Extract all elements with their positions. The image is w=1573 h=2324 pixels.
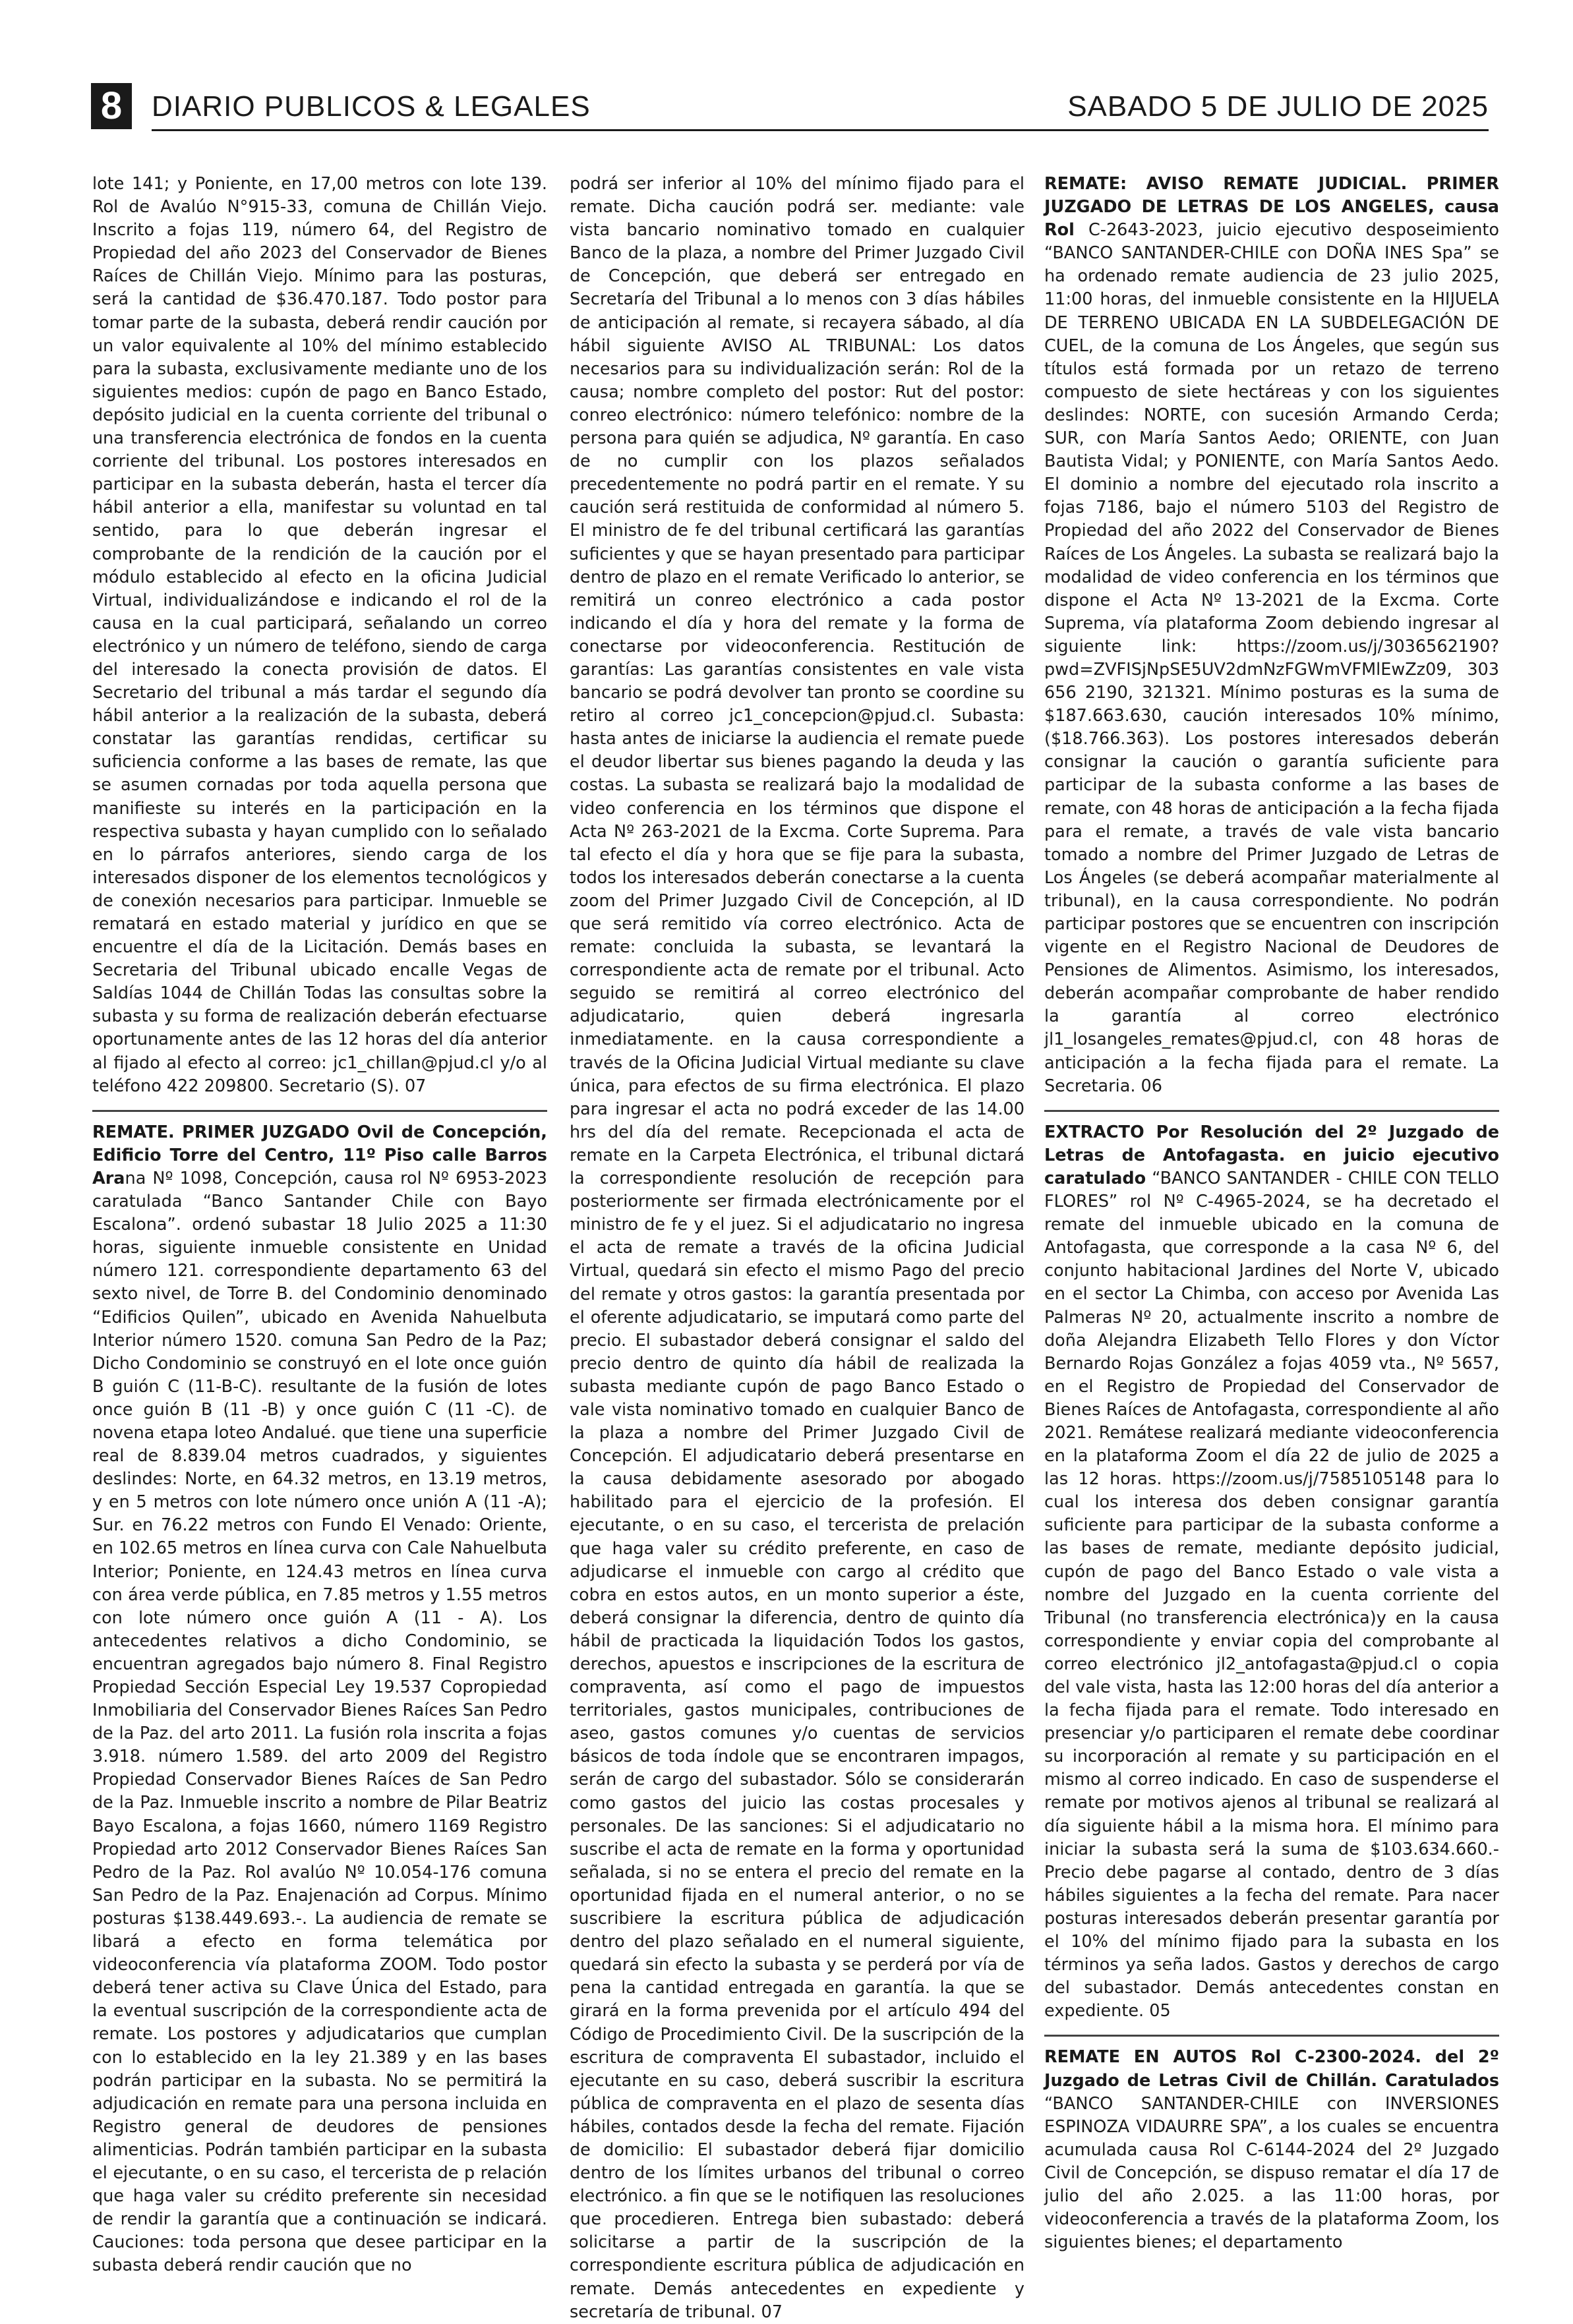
page-number: 8 xyxy=(91,83,132,129)
notice-body: C-2643-2023, juicio ejecutivo desposeimiento “BANCO SANTANDER-CHILE con DOÑA INES Spa” se ha ordenado remate audiencia de 23 julio 2025, 11:00 horas, del inmueble consistente en la HIJUELA DE TERRENO UBICADA EN LA SUBDELEGACIÓN DE CUEL, de la comuna de Los Ángeles, que según sus títulos está formada por un retazo de terreno compuesto de siete hectáreas y con los siguientes deslindes: NORTE, con sucesión Armando Cerda; SUR, con María Santos Aedo; ORIENTE, con Juan Bautista Vidal; y PONIENTE, con María Santos Aedo. El dominio a nombre del ejecutado rola inscrito a fojas 7186, bajo el número 5103 del Registro de Propiedad del año 2022 del Conservador de Bienes Raíces de Los Ángeles. La subasta se realizará bajo la modalidad de video conferencia en los términos que dispone el Acta Nº 13-2021 de la Excma. Corte Suprema, vía plataforma Zoom debiendo ingresar al siguiente link: https://zoom.us/j/3036562190?pwd=ZVFISjNpSE5UV2dmNzFGWmVFMlEwZz09, 303 656 2190, 321321. Mínimo posturas es la suma de $187.663.630, caución interesados 10% mínimo, ($18.766.363). Los postores interesados deberán consignar la caución o garantía suficiente para participar de la subasta conforme a las bases de remate, con 48 horas de anticipación a la fecha fijada para el remate, a través de vale vista bancario tomado a nombre del Primer Juzgado de Letras de Los Ángeles (se deberá acompañar materialmente al tribunal), en la causa correspondiente. No podrán participar postores que se encuentren con inscripción vigente en el Registro Nacional de Deudores de Pensiones de Alimentos. Asimismo, los interesados, deberán acompañar comprobante de haber rendido la garantía al correo electrónico jl1_losangeles_remates@pjud.cl, con 48 horas de anticipación a la fecha fijada para el remate. La Secretaria. 06 xyxy=(1044,220,1499,1096)
notice-remate-chillan xyxy=(1044,2035,1499,2254)
notice-continued xyxy=(570,173,1024,2324)
notice-body: “BANCO SANTANDER-CHILE con INVERSIONES ESPINOZA VIDAURRE SPA”, a los cuales se encuentra acumulada causa Rol C-6144-2024 del 2º Juzgado Civil de Concepción, se dispuso rematar el día 17 de julio del año 2.025. a las 11:00 horas, por videoconferencia a través de la plataforma Zoom, los siguientes bienes; el departamento xyxy=(1044,2093,1499,2253)
masthead xyxy=(73,78,1489,132)
column-2 xyxy=(570,173,1024,2322)
notice-heading: EXTRACTO Por Resolución del 2º Juzgado de Letras de Antofagasta. en juicio ejecutivo caratulado xyxy=(1044,1122,1499,1188)
notice-heading: REMATE EN AUTOS Rol C-2300-2024. del 2º Juzgado de Letras Civil de Chillán. Caratulados xyxy=(1044,2047,1499,2091)
notice-body: lote 141; y Poniente, en 17,00 metros con lote 139. Rol de Avalúo N°915-33, comuna de Chillán Viejo. Inscrito a fojas 119, número 64, del Registro de Propiedad del año 2023 del Conservador de Bienes Raíces de Chillán Viejo. Mínimo para las posturas, será la cantidad de $36.470.187. Todo postor para tomar parte de la subasta, deberá rendir caución por un valor equivalente al 10% del mínimo establecido para la subasta, exclusivamente mediante uno de los siguientes medios: cupón de pago en Banco Estado, depósito judicial en la cuenta corriente del tribunal o una transferencia electrónica de fondos en la cuenta corriente del tribunal. Los postores interesados en participar en la subasta deberán, hasta el tercer día hábil anterior a ella, manifestar su voluntad en tal sentido, para lo que deberán ingresar el comprobante de la rendición de la caución por el módulo establecido al efecto en la oficina Judicial Virtual, individualizándose e indicando el rol de la causa en la cual participará, señalando un correo electrónico y un número de teléfono, siendo de carga del interesado la conecta provisión de datos. El Secretario del tribunal a más tardar el segundo día hábil anterior a la realización de la subasta, deberá constatar las garantías rendidas, certificar su suficiencia conforme a las bases de remate, las que se asumen cornadas por toda aquella persona que manifieste su interés en la participación en la respectiva subasta y hayan cumplido con lo señalado en lo párrafos anteriores, siendo carga de los interesados disponer de los elementos tecnológicos y de conexión necesarios para participar. Inmueble se rematará en estado material y jurídico en que se encuentre el día de la Licitación. Demás bases en Secretaria del Tribunal ubicado encalle Vegas de Saldías 1044 de Chillán Todas las consultas sobre la subasta y su forma de realización deberán efectuarse oportunamente antes de las 12 horas del día anterior al fijado al efecto al correo: jc1_chillan@pjud.cl y/o al teléfono 422 209800. Secretario (S). 07 xyxy=(92,174,547,1096)
column-1 xyxy=(92,173,547,2275)
notice-remate-los-angeles xyxy=(1044,173,1499,1098)
publication-date: SABADO 5 DE JULIO DE 2025 xyxy=(1067,90,1489,123)
notice-heading: REMATE: AVISO REMATE JUDICIAL. PRIMER JUZGADO DE LETRAS DE LOS ANGELES, causa Rol xyxy=(1044,174,1499,241)
notice-heading: REMATE. PRIMER JUZGADO Ovil de Concepción, Edificio Torre del Centro, 11º Piso calle Barros Ara xyxy=(92,1122,547,1188)
column-3 xyxy=(1044,173,1499,2275)
notice-extracto-antofagasta xyxy=(1044,1110,1499,2023)
notice-body: na Nº 1098, Concepción, causa rol Nº 6953-2023 caratulada “Banco Santander Chile con Bayo Escalona”. ordenó subastar 18 Julio 2025 a 11:30 horas, siguiente inmueble consistente en Unidad número 121. correspondiente departamento 63 del sexto nivel, de Torre B. del Condominio denominado “Edificios Quilen”, ubicado en Avenida Nahuelbuta Interior número 1520. comuna San Pedro de la Paz; Dicho Condominio se construyó en el lote once guión B guión C (11-B-C). resultante de la fusión de lotes once guión B (11 -B) y once guión C (11 -C). de novena etapa loteo Andalué. que tiene una superficie real de 8.839.04 metros cuadrados, y siguientes deslindes: Norte, en 64.32 metros, en 13.19 metros, y en 5 metros con lote número once unión A (11 -A); Sur. en 76.22 metros con Fundo El Venado: Oriente, en 102.65 metros en línea curva con Cale Nahuelbuta Interior; Poniente, en 124.43 metros en línea curva con área verde pública, en 7.85 metros y 1.55 metros con lote número once guión A (11 - A). Los antecedentes relativos a dicho Condominio, se encuentran agregados bajo número 8. Final Registro Propiedad Sección Especial Ley 19.537 Copropiedad Inmobiliaria del Conservador Bienes Raíces San Pedro de la Paz. del arto 2011. La fusión rola inscrita a fojas 3.918. número 1.589. del arto 2009 del Registro Propiedad Conservador Bienes Raíces de San Pedro de la Paz. Inmueble inscrito a nombre de Pilar Beatriz Bayo Escalona, a fojas 1660, número 1169 Registro Propiedad arto 2012 Conservador Bienes Raíces San Pedro de la Paz. Rol avalúo Nº 10.054-176 comuna San Pedro de la Paz. Enajenación ad Corpus. Mínimo posturas $138.449.693.-. La audiencia de remate se libará a efecto en forma telemática por videoconferencia vía plataforma ZOOM. Todo postor deberá tener activa su Clave Única del Estado, para la eventual suscripción de la correspondiente acta de remate. Los postores y adjudicatarios que cumplan con lo establecido en la ley 21.389 y en las bases podrán participar en la subasta. No se permitirá la adjudicación en remate para una persona incluida en Registro general de deudores de pensiones alimenticias. Podrán también participar en la subasta el ejecutante, o en su caso, el tercerista de p relación que haga valer su crédito preferente sin necesidad de rendir la garantía que a continuación se indicará. Cauciones: toda persona que desee participar en la subasta deberá rendir caución que no xyxy=(92,1168,547,2276)
notice-body: podrá ser inferior al 10% del mínimo fijado para el remate. Dicha caución podrá ser. mediante: vale vista bancario nominativo tomado en cualquier Banco de la plaza, a nombre del Primer Juzgado Civil de Concepción, que deberá ser entregado en Secretaría del Tribunal a lo menos con 3 días hábiles de anticipación al remate, si recayera sábado, al día hábil siguiente AVISO AL TRIBUNAL: Los datos necesarios para su individualización serán: Rol de la causa; nombre completo del postor: Rut del postor: conreo electrónico: número telefónico: nombre de la persona para quién se adjudica, Nº garantía. En caso de no cumplir con los plazos señalados precedentemente no podrá partir en el remate. Y su caución será restituida de conformidad al número 5. El ministro de fe del tribunal certificará las garantías suficientes y que se hayan presentado para participar dentro de plazo en el remate Verificado lo anterior, se remitirá un conreo electrónico a cada postor indicando el día y hora del remate y la forma de conectarse por videoconferencia. Restitución de garantías: Las garantías consistentes en vale vista bancario se podrá devolver tan pronto se coordine su retiro al correo jc1_concepcion@pjud.cl. Subasta: hasta antes de iniciarse la audiencia el remate puede el deudor libertar sus bienes pagando la deuda y las costas. La subasta se realizará bajo la modalidad de video conferencia en los términos que dispone el Acta Nº 263-2021 de la Excma. Corte Suprema. Para tal efecto el día y hora que se fije para la subasta, todos los interesados deberán conectarse a la cuenta zoom del Primer Juzgado Civil de Concepción, al ID que será remitido vía correo electrónico. Acta de remate: concluida la subasta, se levantará la correspondiente acta de remate por el tribunal. Acto seguido se remitirá al correo electrónico del adjudicatario, quien deberá ingresarla inmediatamente. en la causa correspondiente a través de la Oficina Judicial Virtual mediante su clave única, para efectos de su firma electrónica. El plazo para ingresar el acta no podrá exceder de las 14.00 hrs del día del remate. Recepcionada el acta de remate en la Carpeta Electrónica, el tribunal dictará la correspondiente resolución de recepción para posteriormente ser firmada electrónicamente por el ministro de fe y el juez. Si el adjudicatario no ingresa el acta de remate a través de la oficina Judicial Virtual, quedará sin efecto el mismo Pago del precio del remate y otros gastos: la garantía presentada por el oferente adjudicatario, se imputará como parte del precio. El subastador deberá consignar el saldo del precio dentro de quinto día hábil de realizada la subasta mediante cupón de pago Banco Estado o vale vista nominativo tomado en cualquier Banco de la plaza a nombre del Primer Juzgado Civil de Concepción. El adjudicatario deberá presentarse en la causa debidamente asesorado por abogado habilitado para el ejercicio de la profesión. El ejecutante, o en su caso, el tercerista de prelación que haga valer su crédito preferente, en caso de adjudicarse el inmueble con cargo al crédito que cobra en estos autos, en un monto superior a éste, deberá consignar la diferencia, dentro de quinto día hábil de practicada la liquidación Todos los gastos, derechos, apuestos e inscripciones de la escritura de compraventa, así como el pago de impuestos territoriales, gastos municipales, contribuciones de aseo, gastos comunes y/o cuentas de servicios básicos de toda índole que se encontraren impagos, serán de cargo del subastador. Sólo se considerarán como gastos del juicio las costas procesales y personales. De las sanciones: Si el adjudicatario no suscribe el acta de remate en la forma y oportunidad señalada, si no se entera el precio del remate en la oportunidad fijada en el numeral anterior, o no se suscribiere la escritura pública de adjudicación dentro del plazo señalado en el numeral siguiente, quedará sin efecto la subasta y se perderá por vía de pena la cantidad entregada en garantía. la que se girará en la forma prevenida por el artículo 494 del Código de Procedimiento Civil. De la suscripción de la escritura de compraventa El subastador, incluido el ejecutante en su caso, deberá suscribir la escritura pública de compraventa en el plazo de sesenta días hábiles, contados desde la fecha del remate. Fijación de domicilio: El subastador deberá fijar domicilio dentro de los límites urbanos del tribunal o correo electrónico. a fin que se le notifiquen las resoluciones que procedieren. Entrega bien subastado: deberá solicitarse a partir de la suscripción de la correspondiente escritura pública de adjudicación en remate. Demás antecedentes en expediente y secretaría de tribunal. 07 xyxy=(570,174,1024,2322)
notice-remate-concepcion xyxy=(92,1110,547,2278)
notice-continued xyxy=(92,173,547,1098)
publication-name: DIARIO PUBLICOS & LEGALES xyxy=(152,90,591,123)
notice-body: “BANCO SANTANDER - CHILE CON TELLO FLORES” rol Nº C-4965-2024, se ha decretado el remate del inmueble ubicado en la comuna de Antofagasta, que corresponde a la casa Nº 6, del conjunto habitacional Jardines del Norte V, ubicado en el sector La Chimba, con acceso por Avenida Las Palmeras Nº 20, actualmente inscrito a nombre de doña Alejandra Elizabeth Tello Flores y don Víctor Bernardo Rojas González a fojas 4059 vta., Nº 5657, en el Registro de Propiedad del Conservador de Bienes Raíces de Antofagasta, correspondiente al año 2021. Remátese realizará mediante videoconferencia en la plataforma Zoom el día 22 de julio de 2025 a las 12 horas. https://zoom.us/j/7585105148 para lo cual los interesa dos deben consignar garantía suficiente para participar de la subasta conforme a las bases de remate, mediante depósito judicial, cupón de pago del Banco Estado o vale vista a nombre del Juzgado en la cuenta corriente del Tribunal (no transferencia electrónica)y en la causa correspondiente y enviar copia del comprobante al correo electrónico jl2_antofagasta@pjud.cl o copia del vale vista, hasta las 12:00 horas del día anterior a la fecha fijada para el remate. Todo interesado en presenciar y/o participaren el remate debe coordinar su incorporación al remate y su participación en el mismo al correo indicado. En caso de suspenderse el remate por motivos ajenos al tribunal se realizará al día siguiente hábil a la misma hora. El mínimo para iniciar la subasta será la suma de $103.634.660.- Precio debe pagarse al contado, dentro de 3 días hábiles siguientes a la fecha del remate. Para nacer posturas interesados deberán presentar garantía por el 10% del mínimo fijado para la subasta en los términos ya seña lados. Gastos y derechos de cargo del subastador. Demás antecedentes constan en expediente. 05 xyxy=(1044,1168,1499,2021)
header-rule xyxy=(152,129,1489,131)
